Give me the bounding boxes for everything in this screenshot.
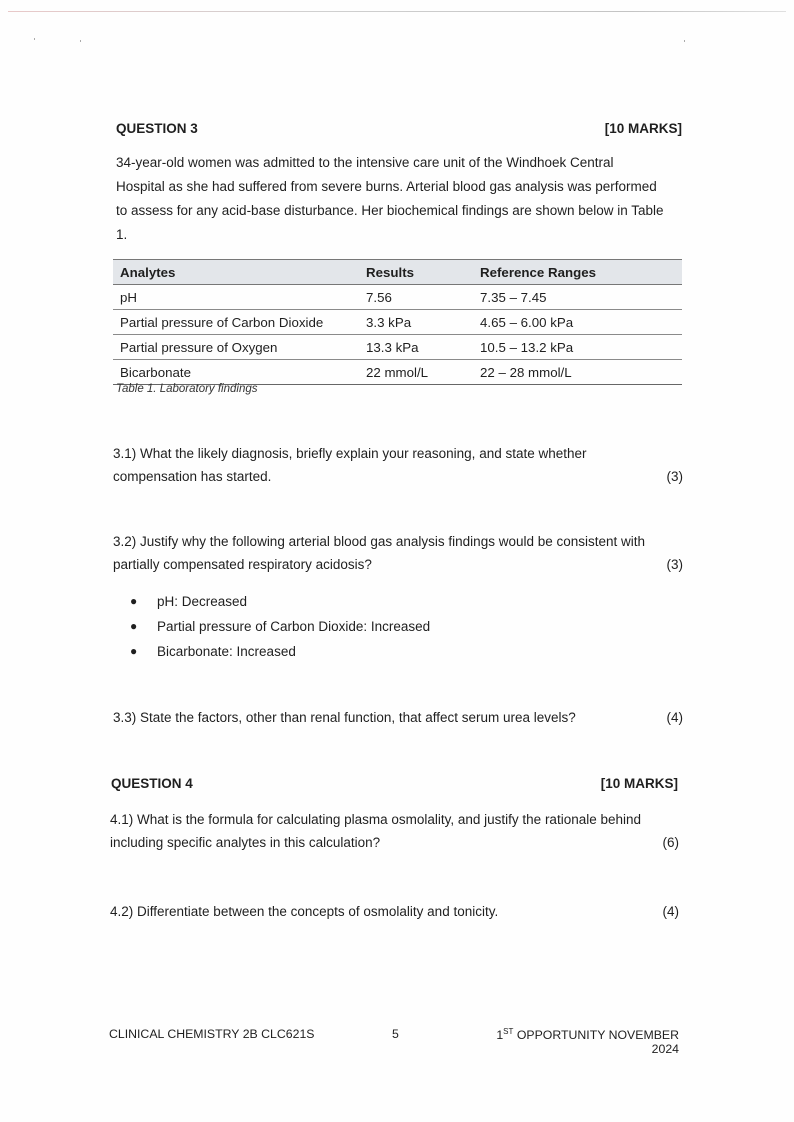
question-marks: (4) (662, 904, 679, 919)
bullet-icon: ● (130, 644, 138, 658)
question-text-line: 3.2) Justify why the following arterial blood gas analysis findings would be consistent with (113, 534, 646, 549)
question-4-2 (110, 900, 679, 923)
analyte-cell: Bicarbonate (113, 360, 359, 385)
question-text-line: partially compensated respiratory acidosis? (113, 557, 372, 572)
table-row (113, 335, 682, 360)
list-item-text: Partial pressure of Carbon Dioxide: Increased (157, 619, 431, 634)
footer-course: CLINICAL CHEMISTRY 2B CLC621S (109, 1027, 315, 1041)
bullet-icon: ● (130, 594, 138, 608)
opportunity-superscript: ST (503, 1027, 514, 1036)
question-text-line: including specific analytes in this calculation? (110, 835, 381, 850)
footer-opportunity (477, 1027, 679, 1056)
question-text-line: compensation has started. (113, 469, 272, 484)
question-4-title: QUESTION 4 (111, 776, 193, 791)
table-row (113, 310, 682, 335)
page-footer (109, 1027, 679, 1056)
scan-artifact-line (8, 11, 786, 12)
question-4-header (111, 776, 678, 791)
analyte-cell: pH (113, 285, 359, 310)
list-item (130, 589, 430, 614)
list-item (130, 639, 430, 664)
column-header-analytes: Analytes (113, 260, 359, 285)
question-4-1 (110, 808, 679, 854)
question-3-title: QUESTION 3 (116, 121, 198, 136)
question-text-line: 4.2) Differentiate between the concepts of osmolality and tonicity. (110, 904, 499, 919)
question-marks: (4) (666, 710, 683, 725)
table-caption: Table 1. Laboratory findings (116, 383, 258, 395)
column-header-reference-ranges: Reference Ranges (473, 260, 682, 285)
table-row (113, 285, 682, 310)
analyte-cell: Partial pressure of Carbon Dioxide (113, 310, 359, 335)
intro-line: to assess for any acid-base disturbance. Her biochemical findings are shown below in Table (116, 203, 664, 218)
list-item-text: Bicarbonate: Increased (157, 644, 296, 659)
reference-cell: 4.65 – 6.00 kPa (473, 310, 682, 335)
bullet-icon: ● (130, 619, 138, 633)
scan-speck (34, 38, 35, 40)
question-text-line: 3.1) What the likely diagnosis, briefly explain your reasoning, and state whether (113, 446, 587, 461)
question-3-marks: [10 MARKS] (604, 121, 682, 136)
intro-line: 34-year-old women was admitted to the intensive care unit of the Windhoek Central (116, 155, 614, 170)
question-3-header (116, 121, 682, 136)
intro-line: Hospital as she had suffered from severe burns. Arterial blood gas analysis was performed (116, 179, 657, 194)
intro-line: 1. (116, 227, 128, 242)
question-3-2 (113, 530, 683, 576)
opportunity-number: 1 (496, 1028, 504, 1043)
question-marks: (3) (666, 469, 683, 484)
table-row (113, 360, 682, 385)
reference-cell: 22 – 28 mmol/L (473, 360, 682, 385)
result-cell: 22 mmol/L (359, 360, 473, 385)
analyte-cell: Partial pressure of Oxygen (113, 335, 359, 360)
table-header-row (113, 260, 682, 285)
opportunity-text: OPPORTUNITY NOVEMBER 2024 (513, 1028, 679, 1057)
abg-findings-list (130, 589, 430, 664)
laboratory-findings-table (113, 259, 682, 385)
question-3-3 (113, 706, 683, 729)
question-3-1 (113, 442, 683, 488)
question-text-line: 3.3) State the factors, other than renal function, that affect serum urea levels? (113, 710, 576, 725)
scan-speck (80, 40, 81, 42)
footer-page-number: 5 (392, 1027, 399, 1041)
question-text-line: 4.1) What is the formula for calculating plasma osmolality, and justify the rationale behind (110, 812, 642, 827)
reference-cell: 10.5 – 13.2 kPa (473, 335, 682, 360)
question-3-intro (116, 151, 686, 247)
question-marks: (6) (662, 835, 679, 850)
question-4-marks: [10 MARKS] (600, 776, 678, 791)
result-cell: 3.3 kPa (359, 310, 473, 335)
reference-cell: 7.35 – 7.45 (473, 285, 682, 310)
result-cell: 13.3 kPa (359, 335, 473, 360)
list-item-text: pH: Decreased (157, 594, 248, 609)
result-cell: 7.56 (359, 285, 473, 310)
column-header-results: Results (359, 260, 473, 285)
scan-speck (684, 40, 685, 42)
list-item (130, 614, 430, 639)
question-marks: (3) (666, 557, 683, 572)
